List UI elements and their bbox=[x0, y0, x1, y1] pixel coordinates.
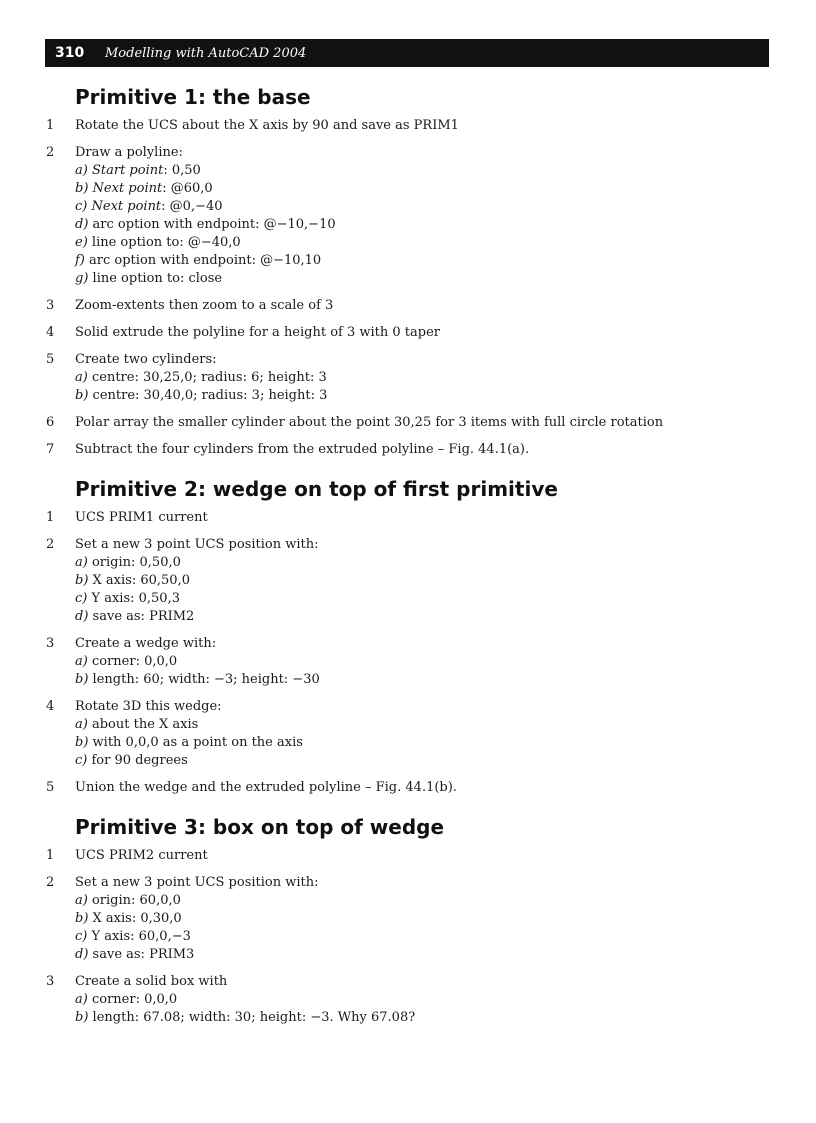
sub-step bbox=[75, 216, 816, 234]
sub-step-text: with 0,0,0 as a point on the axis bbox=[92, 735, 303, 750]
sub-step bbox=[75, 752, 816, 770]
step-number: 5 bbox=[46, 352, 55, 367]
sub-step-label: Start point bbox=[91, 163, 164, 178]
step-number: 3 bbox=[46, 636, 55, 651]
sub-step bbox=[75, 608, 816, 626]
running-header bbox=[45, 39, 769, 67]
step bbox=[0, 536, 816, 626]
sub-step bbox=[75, 910, 816, 928]
sub-step-letter: b) bbox=[75, 181, 89, 196]
sub-step-letter: b) bbox=[75, 672, 89, 687]
sub-step-text: length: 67.08; width: 30; height: −3. Why 67.08? bbox=[92, 1010, 416, 1025]
step bbox=[0, 847, 816, 865]
sub-step bbox=[75, 653, 816, 671]
sub-step-letter: d) bbox=[75, 947, 89, 962]
sub-step bbox=[75, 946, 816, 964]
step-text: UCS PRIM1 current bbox=[75, 510, 208, 525]
sub-step-letter: a) bbox=[75, 992, 88, 1007]
step-number: 5 bbox=[46, 780, 55, 795]
step-text: UCS PRIM2 current bbox=[75, 848, 208, 863]
book-title: Modelling with AutoCAD 2004 bbox=[105, 45, 307, 61]
sub-step-letter: b) bbox=[75, 911, 89, 926]
sub-step bbox=[75, 1009, 816, 1027]
sub-step-text: corner: 0,0,0 bbox=[91, 654, 178, 669]
sub-step-letter: c) bbox=[75, 929, 88, 944]
step-text: Set a new 3 point UCS position with: bbox=[75, 537, 319, 552]
section bbox=[0, 477, 816, 797]
step-number: 6 bbox=[46, 415, 55, 430]
sub-step-letter: c) bbox=[75, 591, 88, 606]
sub-step-letter: e) bbox=[75, 235, 88, 250]
sub-step-text: Y axis: 0,50,3 bbox=[91, 591, 180, 606]
sub-step-label: Next point bbox=[92, 181, 163, 196]
step bbox=[0, 324, 816, 342]
section-title: Primitive 1: the base bbox=[75, 85, 311, 109]
step-text: Create two cylinders: bbox=[75, 352, 217, 367]
step-text: Solid extrude the polyline for a height of 3 with 0 taper bbox=[75, 325, 441, 340]
step bbox=[0, 698, 816, 770]
sub-step bbox=[75, 928, 816, 946]
step bbox=[0, 635, 816, 689]
sub-step bbox=[75, 734, 816, 752]
sub-step-text: save as: PRIM2 bbox=[92, 609, 195, 624]
step-text: Zoom-extents then zoom to a scale of 3 bbox=[75, 298, 334, 313]
sub-step bbox=[75, 387, 816, 405]
step bbox=[0, 144, 816, 288]
sub-step-text: for 90 degrees bbox=[91, 753, 188, 768]
sub-step-letter: c) bbox=[75, 199, 88, 214]
sub-step-letter: c) bbox=[75, 753, 88, 768]
sub-step-letter: f) bbox=[75, 253, 85, 268]
sub-step bbox=[75, 270, 816, 288]
section-title: Primitive 2: wedge on top of first primitive bbox=[75, 477, 558, 501]
step-number: 3 bbox=[46, 974, 55, 989]
sub-step-text: : @0,−40 bbox=[161, 199, 223, 214]
step-number: 3 bbox=[46, 298, 55, 313]
sub-step-letter: a) bbox=[75, 370, 88, 385]
sub-step-text: line option to: close bbox=[92, 271, 223, 286]
sub-step-letter: b) bbox=[75, 573, 89, 588]
page-number: 310 bbox=[55, 45, 85, 61]
step-number: 1 bbox=[46, 118, 55, 133]
step-text: Union the wedge and the extruded polyline – Fig. 44.1(b). bbox=[75, 780, 457, 795]
sub-step-text: about the X axis bbox=[91, 717, 199, 732]
sub-step-text: save as: PRIM3 bbox=[92, 947, 195, 962]
sub-step-letter: b) bbox=[75, 388, 89, 403]
sub-step-text: origin: 0,50,0 bbox=[91, 555, 181, 570]
sub-step-text: centre: 30,40,0; radius: 3; height: 3 bbox=[92, 388, 328, 403]
sub-step bbox=[75, 892, 816, 910]
step-number: 2 bbox=[46, 537, 55, 552]
section bbox=[0, 815, 816, 1027]
sub-step-letter: a) bbox=[75, 555, 88, 570]
step-text: Create a solid box with bbox=[75, 974, 228, 989]
sub-step bbox=[75, 590, 816, 608]
sub-step-letter: a) bbox=[75, 163, 88, 178]
sub-step-text: : @60,0 bbox=[162, 181, 213, 196]
page-body bbox=[0, 85, 816, 1045]
step bbox=[0, 351, 816, 405]
sub-step bbox=[75, 716, 816, 734]
sub-step bbox=[75, 671, 816, 689]
sub-step-text: centre: 30,25,0; radius: 6; height: 3 bbox=[91, 370, 327, 385]
sub-step bbox=[75, 554, 816, 572]
sub-step-text: arc option with endpoint: @−10,−10 bbox=[92, 217, 336, 232]
sub-step bbox=[75, 991, 816, 1009]
step-number: 7 bbox=[46, 442, 55, 457]
step bbox=[0, 297, 816, 315]
step-text: Create a wedge with: bbox=[75, 636, 217, 651]
sub-step-text: origin: 60,0,0 bbox=[91, 893, 181, 908]
sub-step-letter: g) bbox=[75, 271, 89, 286]
sub-step bbox=[75, 252, 816, 270]
sub-step bbox=[75, 369, 816, 387]
sub-step bbox=[75, 572, 816, 590]
sub-step-letter: a) bbox=[75, 893, 88, 908]
sub-step bbox=[75, 180, 816, 198]
section-title: Primitive 3: box on top of wedge bbox=[75, 815, 445, 839]
sub-step-letter: b) bbox=[75, 735, 89, 750]
step-text: Rotate the UCS about the X axis by 90 and save as PRIM1 bbox=[75, 118, 459, 133]
sub-step-letter: a) bbox=[75, 654, 88, 669]
sub-step-letter: b) bbox=[75, 1010, 89, 1025]
step bbox=[0, 414, 816, 432]
sub-step-label: Next point bbox=[91, 199, 162, 214]
sub-step-text: Y axis: 60,0,−3 bbox=[91, 929, 191, 944]
step-number: 1 bbox=[46, 848, 55, 863]
sub-step-text: length: 60; width: −3; height: −30 bbox=[92, 672, 320, 687]
sub-step-text: arc option with endpoint: @−10,10 bbox=[89, 253, 322, 268]
sub-step bbox=[75, 234, 816, 252]
sub-step-text: line option to: @−40,0 bbox=[91, 235, 241, 250]
step-number: 2 bbox=[46, 875, 55, 890]
step-text: Subtract the four cylinders from the extruded polyline – Fig. 44.1(a). bbox=[75, 442, 530, 457]
step bbox=[0, 874, 816, 964]
sub-step-letter: d) bbox=[75, 217, 89, 232]
sub-step-letter: d) bbox=[75, 609, 89, 624]
sub-step bbox=[75, 198, 816, 216]
step-text: Set a new 3 point UCS position with: bbox=[75, 875, 319, 890]
step-text: Rotate 3D this wedge: bbox=[75, 699, 222, 714]
section bbox=[0, 85, 816, 459]
step-number: 4 bbox=[46, 699, 55, 714]
sub-step-text: corner: 0,0,0 bbox=[91, 992, 178, 1007]
step-text: Draw a polyline: bbox=[75, 145, 183, 160]
step-number: 2 bbox=[46, 145, 55, 160]
step bbox=[0, 509, 816, 527]
sub-step-letter: a) bbox=[75, 717, 88, 732]
sub-step-text: X axis: 0,30,0 bbox=[92, 911, 182, 926]
step-number: 4 bbox=[46, 325, 55, 340]
sub-step-text: : 0,50 bbox=[163, 163, 201, 178]
step bbox=[0, 973, 816, 1027]
step-text: Polar array the smaller cylinder about the point 30,25 for 3 items with full circle rotation bbox=[75, 415, 664, 430]
sub-step-text: X axis: 60,50,0 bbox=[92, 573, 190, 588]
step bbox=[0, 779, 816, 797]
sub-step bbox=[75, 162, 816, 180]
step bbox=[0, 441, 816, 459]
step bbox=[0, 117, 816, 135]
step-number: 1 bbox=[46, 510, 55, 525]
